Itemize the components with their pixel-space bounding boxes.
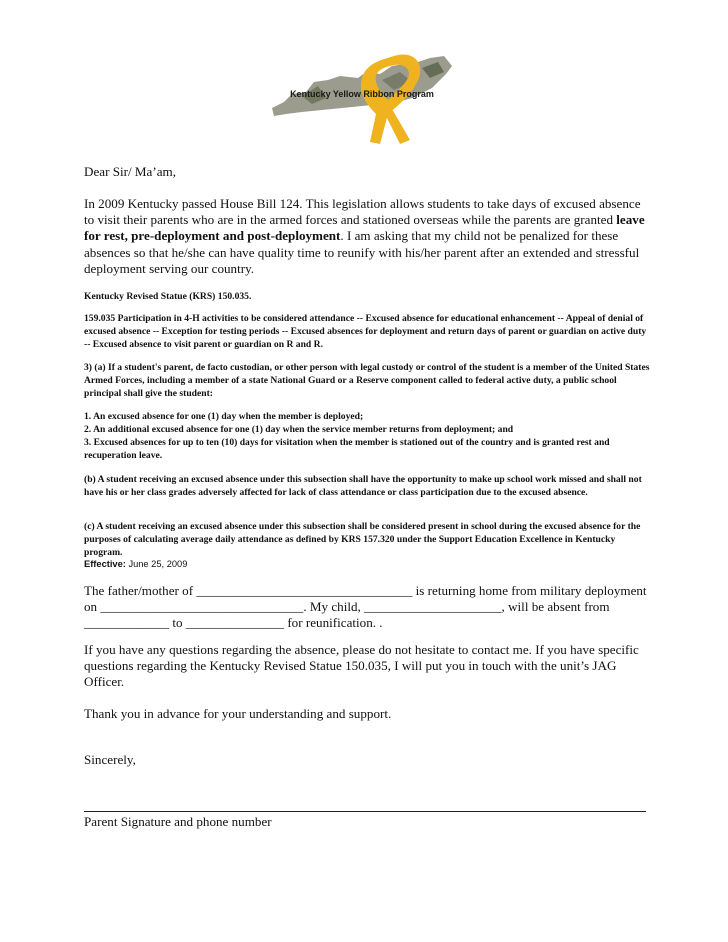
closing-line: Sincerely, [84, 752, 136, 767]
effective-date: June 25, 2009 [125, 559, 188, 569]
intro-text-1: In 2009 Kentucky passed House Bill 124. This legislation allows students to take days of excused absence to visit their parents who are in the armed forces and stationed overseas while the parents are granted [84, 196, 641, 228]
statute-heading: Kentucky Revised Statue (KRS) 150.035. [84, 291, 252, 302]
thanks-line: Thank you in advance for your understanding and support. [84, 706, 392, 721]
statute-item: 2. An additional excused absence for one (1) day when the service member returns from deployment; and [84, 424, 514, 435]
statute-items-list [84, 410, 650, 462]
kentucky-yellow-ribbon-logo [262, 52, 462, 148]
statute-subsection-c: (c) A student receiving an excused absence under this subsection shall be considered present in school during the excused absence for the purposes of calculating average daily attendance as defined by KRS 157.320 under the Support Education Excellence in Kentucky program. [84, 521, 641, 558]
statute-subsection-3a: 3) (a) If a student's parent, de facto custodian, or other person with legal custody or control of the student is a member of the United States Armed Forces, including a member of a state National Guard or a Reserve component called to federal active duty, a public school principal shall give the student: [84, 362, 650, 399]
signature-line [84, 811, 646, 812]
logo-text: Kentucky Yellow Ribbon Program [290, 89, 434, 99]
effective-label: Effective: [84, 559, 126, 569]
intro-paragraph [84, 196, 650, 277]
statute-subsection-b: (b) A student receiving an excused absence under this subsection shall have the opportunity to make up school work missed and shall not have his or her class grades adversely affected for lack of class attendance or class participation due to the excused absence. [84, 474, 642, 498]
signature-label: Parent Signature and phone number [84, 814, 272, 829]
statute-item: 3. Excused absences for up to ten (10) days for visitation when the member is stationed out of the country and is granted rest and recuperation leave. [84, 437, 610, 461]
effective-date-line [84, 558, 650, 570]
intro-bold-text: leave for rest, pre-deployment and post-deployment [84, 212, 645, 244]
questions-paragraph: If you have any questions regarding the absence, please do not hesitate to contact me. If you have specific questions regarding the Kentucky Revised Statue 150.035, I will put you in touch with the unit’s JAG Officer. [84, 642, 639, 690]
greeting: Dear Sir/ Ma’am, [84, 164, 176, 179]
intro-text-2: . I am asking that my child not be penalized for these absences so that he/she can have quality time to reunify with his/her parent after an extended and stressful deployment serving our country. [84, 228, 640, 276]
fill-in-paragraph: The father/mother of _________________________________ is returning home from military deployment on _______________________________. My child, _____________________, will be absent from _____________ to _______________ for reunification. . [84, 583, 647, 631]
statute-title: 159.035 Participation in 4-H activities to be considered attendance -- Excused absence for educational enhancement -- Appeal of denial of excused absence -- Exception for testing periods -- Excused absences for deployment and return days of parent or guardian on active duty -- Excused absence to visit parent or guardian on R and R. [84, 313, 647, 350]
statute-item: 1. An excused absence for one (1) day when the member is deployed; [84, 411, 364, 422]
